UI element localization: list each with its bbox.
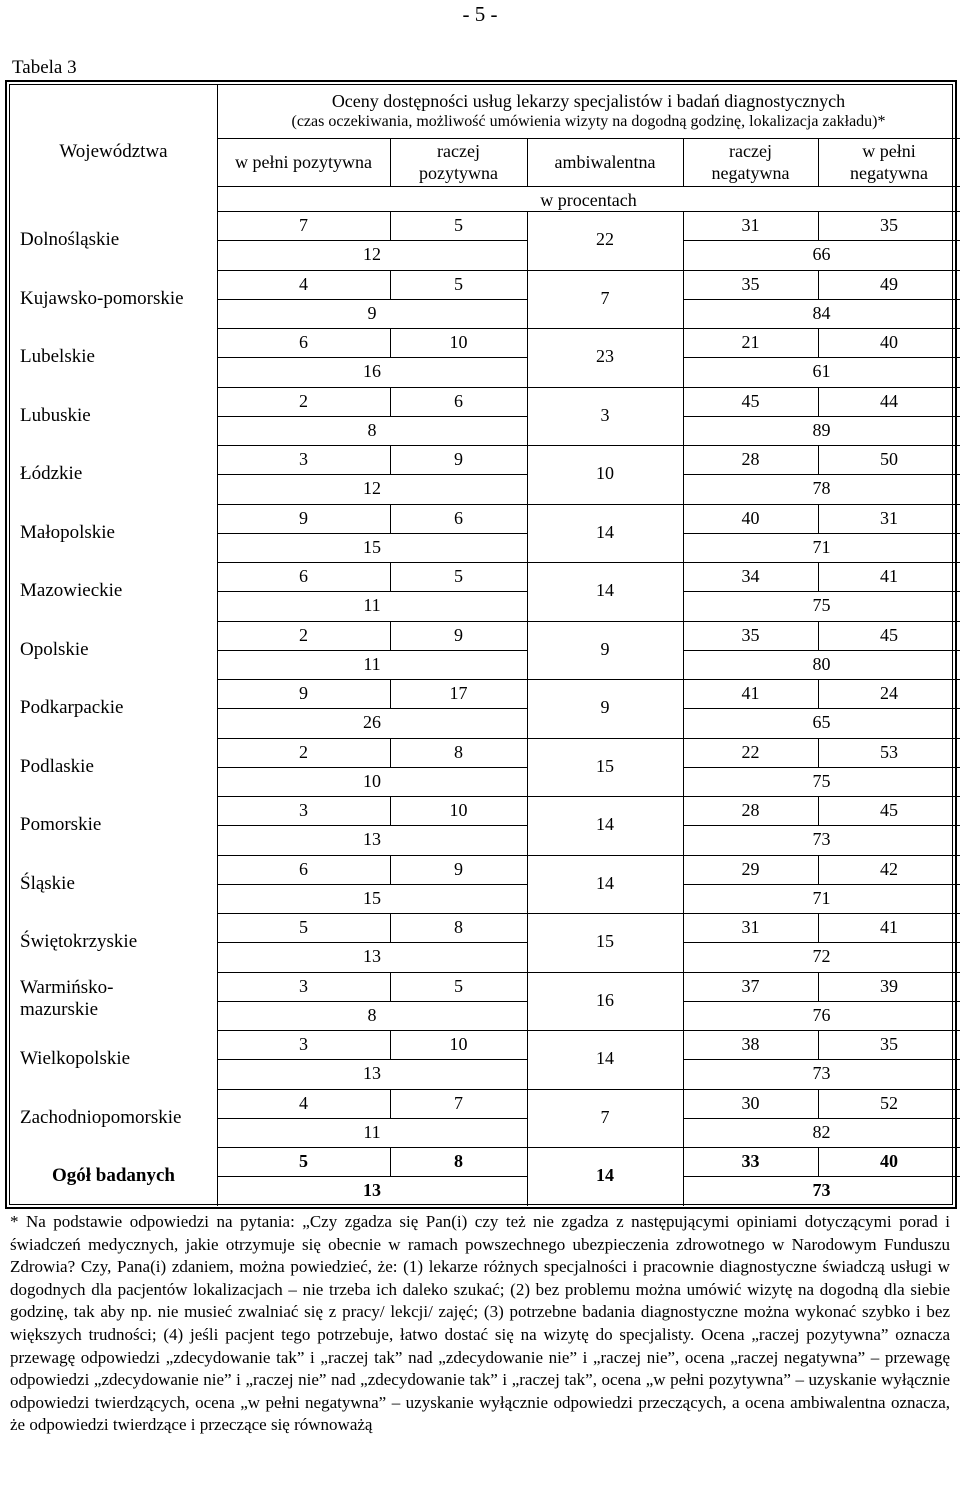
- cell-positive-sum: 26: [363, 712, 381, 733]
- cell-rather-negative: 37: [741, 975, 760, 996]
- cell-negative-sum: 72: [812, 946, 831, 967]
- cell-ambivalent: 10: [596, 463, 614, 484]
- cell-positive-sum: 11: [363, 653, 381, 674]
- neg-sum-separator: [683, 533, 960, 534]
- row-separator: [217, 855, 960, 856]
- neg-sum-separator: [683, 1118, 960, 1119]
- region-label: Lubuskie: [20, 404, 91, 426]
- cell-full-negative: 44: [880, 390, 898, 411]
- cell-rather-negative: 40: [741, 507, 760, 528]
- cell-rather-positive: 10: [449, 332, 468, 352]
- neg-sum-separator: [683, 942, 960, 943]
- pos-sum-separator: [217, 474, 527, 475]
- cell-negative-sum: 75: [812, 770, 831, 791]
- region-label: Mazowieckie: [20, 580, 123, 602]
- cell-full-positive: 4: [299, 273, 308, 294]
- neg-sum-separator: [683, 299, 960, 300]
- cell-negative-sum: 71: [812, 536, 831, 557]
- cell-full-positive: 3: [299, 975, 308, 996]
- row-separator: [217, 270, 960, 271]
- header-rather-positive-1: raczej: [437, 141, 480, 161]
- cell-positive-sum: 12: [363, 244, 381, 265]
- cell-full-negative: 24: [880, 683, 898, 703]
- cell-full-negative: 39: [880, 975, 898, 996]
- cell-negative-sum: 73: [812, 829, 831, 850]
- cell-full-negative: 41: [880, 917, 898, 937]
- cell-ambivalent: 14: [596, 1048, 614, 1069]
- cell-full-positive: 4: [299, 1092, 308, 1113]
- cell-rather-negative: 34: [741, 566, 760, 586]
- cell-ambivalent: 9: [600, 638, 610, 659]
- cell-rather-negative: 28: [741, 800, 760, 820]
- cell-negative-sum: 66: [812, 244, 831, 265]
- pos-sum-separator: [217, 650, 527, 651]
- cell-full-positive: 2: [299, 390, 308, 411]
- row-separator: [217, 913, 960, 914]
- cell-rather-positive: 6: [454, 390, 463, 411]
- cell-positive-sum: 13: [363, 1063, 381, 1084]
- cell-full-negative: 50: [880, 449, 898, 469]
- header-full-negative-2: negatywna: [850, 163, 928, 183]
- data-table: [5, 80, 957, 1209]
- cell-full-negative: 52: [880, 1092, 898, 1113]
- region-label: Warmińsko- mazurskie: [20, 976, 114, 1020]
- cell-rather-negative: 33: [741, 1151, 760, 1171]
- header-rather-negative-2: negatywna: [711, 163, 790, 183]
- header-full-positive: w pełni pozytywna: [235, 152, 372, 172]
- cell-full-positive: 3: [299, 800, 308, 820]
- cell-ambivalent: 14: [596, 580, 614, 601]
- pos-sum-separator: [217, 825, 527, 826]
- cell-rather-negative: 21: [741, 332, 760, 352]
- header-unit: w procentach: [540, 190, 637, 210]
- region-label: Opolskie: [20, 638, 89, 660]
- cell-full-negative: 45: [880, 800, 898, 820]
- table-inner: [9, 84, 953, 1205]
- region-label: Kujawsko-pomorskie: [20, 287, 184, 309]
- cell-rather-negative: 31: [741, 215, 760, 235]
- cell-ambivalent: 15: [596, 931, 614, 952]
- region-label: Łódzkie: [20, 463, 83, 485]
- cell-negative-sum: 78: [812, 478, 831, 499]
- cell-positive-sum: 10: [363, 770, 381, 791]
- cell-ambivalent: 14: [596, 1165, 614, 1186]
- pos-sum-separator: [217, 591, 527, 592]
- cell-rather-positive: 5: [454, 215, 463, 235]
- cell-full-positive: 2: [299, 624, 308, 645]
- cell-full-positive: 6: [299, 332, 308, 352]
- cell-positive-sum: 15: [363, 887, 381, 908]
- row-separator: [217, 328, 960, 329]
- region-label: Wielkopolskie: [20, 1048, 131, 1070]
- pos-sum-separator: [217, 533, 527, 534]
- cell-positive-sum: 15: [363, 536, 381, 557]
- cell-positive-sum: 8: [367, 1004, 377, 1025]
- cell-negative-sum: 65: [812, 712, 831, 733]
- region-label: Ogół badanych: [51, 1165, 175, 1187]
- neg-sum-separator: [683, 825, 960, 826]
- cell-full-negative: 40: [880, 332, 898, 352]
- cell-rather-negative: 41: [741, 683, 760, 703]
- cell-positive-sum: 11: [363, 595, 381, 616]
- table-label: Tabela 3: [12, 57, 77, 78]
- cell-positive-sum: 16: [363, 361, 381, 382]
- cell-ambivalent: 14: [596, 814, 614, 835]
- cell-negative-sum: 73: [812, 1180, 831, 1201]
- cell-ambivalent: 7: [600, 1106, 610, 1127]
- pos-sum-separator: [217, 357, 527, 358]
- cell-rather-negative: 45: [741, 390, 760, 411]
- cell-ambivalent: 14: [596, 872, 614, 893]
- cell-full-negative: 40: [880, 1151, 898, 1171]
- cell-full-negative: 41: [880, 566, 898, 586]
- cell-rather-positive: 9: [454, 858, 463, 879]
- cell-rather-positive: 8: [454, 1151, 463, 1171]
- cell-negative-sum: 61: [812, 361, 831, 382]
- region-label: Lubelskie: [20, 346, 95, 368]
- pos-sum-separator: [217, 299, 527, 300]
- row-separator: [217, 621, 960, 622]
- cell-full-negative: 49: [880, 273, 898, 294]
- row-separator: [217, 387, 960, 388]
- cell-positive-sum: 9: [367, 302, 377, 323]
- row-separator: [217, 972, 960, 973]
- neg-sum-separator: [683, 474, 960, 475]
- neg-sum-separator: [683, 767, 960, 768]
- cell-rather-negative: 35: [741, 273, 760, 294]
- cell-full-negative: 35: [880, 215, 898, 235]
- pos-sum-separator: [217, 1176, 527, 1177]
- neg-sum-separator: [683, 357, 960, 358]
- row-separator: [217, 796, 960, 797]
- cell-positive-sum: 8: [367, 419, 377, 440]
- neg-sum-separator: [683, 650, 960, 651]
- region-label: Śląskie: [20, 872, 75, 894]
- cell-rather-positive: 8: [454, 741, 463, 762]
- cell-ambivalent: 14: [596, 521, 614, 542]
- region-label: Dolnośląskie: [20, 229, 120, 251]
- header-rather-negative-1: raczej: [729, 141, 772, 161]
- row-separator: [217, 562, 960, 563]
- neg-sum-separator: [683, 1176, 960, 1177]
- cell-negative-sum: 75: [812, 595, 831, 616]
- row-separator: [217, 445, 960, 446]
- cell-rather-negative: 29: [741, 858, 760, 879]
- pos-sum-separator: [217, 1059, 527, 1060]
- cell-rather-negative: 22: [741, 741, 760, 762]
- cell-negative-sum: 73: [812, 1063, 831, 1084]
- pos-sum-separator: [217, 767, 527, 768]
- row-separator: [217, 1089, 960, 1090]
- row-separator: [217, 1147, 960, 1148]
- neg-sum-separator: [683, 708, 960, 709]
- cell-rather-positive: 5: [454, 273, 463, 294]
- cell-positive-sum: 13: [363, 946, 381, 967]
- neg-sum-separator: [683, 416, 960, 417]
- cell-full-positive: 9: [299, 683, 308, 703]
- region-label: Zachodniopomorskie: [20, 1106, 182, 1128]
- pos-sum-separator: [217, 884, 527, 885]
- cell-negative-sum: 89: [812, 419, 831, 440]
- cell-ambivalent: 3: [600, 404, 610, 425]
- cell-rather-positive: 7: [454, 1092, 463, 1113]
- cell-ambivalent: 16: [596, 989, 614, 1010]
- cell-rather-positive: 10: [449, 800, 468, 820]
- cell-full-negative: 42: [880, 858, 898, 879]
- cell-rather-negative: 28: [741, 449, 760, 469]
- cell-full-positive: 6: [299, 858, 308, 879]
- cell-full-negative: 31: [880, 507, 898, 528]
- row-separator: [217, 1030, 960, 1031]
- cell-rather-positive: 5: [454, 975, 463, 996]
- cell-rather-negative: 35: [741, 624, 760, 645]
- cell-negative-sum: 76: [812, 1004, 831, 1025]
- pos-sum-separator: [217, 240, 527, 241]
- cell-rather-positive: 10: [449, 1034, 468, 1054]
- cell-positive-sum: 12: [363, 478, 381, 499]
- header-rather-positive-2: pozytywna: [419, 163, 498, 183]
- cell-rather-positive: 17: [449, 683, 468, 703]
- pos-sum-separator: [217, 1118, 527, 1119]
- region-label: Podlaskie: [20, 755, 94, 777]
- cell-ambivalent: 15: [596, 755, 614, 776]
- neg-sum-separator: [683, 1059, 960, 1060]
- cell-rather-positive: 9: [454, 449, 463, 469]
- pos-sum-separator: [217, 416, 527, 417]
- region-label: Małopolskie: [20, 521, 115, 543]
- header-divider-2: [217, 186, 960, 187]
- header-title-line2: (czas oczekiwania, możliwość umówienia wizyty na dogodną godzinę, lokalizacja zakładu)*: [291, 113, 886, 130]
- cell-negative-sum: 71: [812, 887, 831, 908]
- cell-full-negative: 53: [880, 741, 898, 762]
- region-label: Świętokrzyskie: [20, 931, 138, 953]
- page-number: - 5 -: [462, 2, 498, 26]
- pos-sum-separator: [217, 1001, 527, 1002]
- row-separator: [217, 738, 960, 739]
- cell-rather-positive: 8: [454, 917, 463, 937]
- cell-full-positive: 5: [299, 1151, 308, 1171]
- cell-full-positive: 7: [299, 215, 308, 235]
- cell-rather-positive: 9: [454, 624, 463, 645]
- cell-ambivalent: 7: [600, 287, 610, 308]
- row-separator: [217, 679, 960, 680]
- cell-rather-negative: 31: [741, 917, 760, 937]
- cell-full-positive: 3: [299, 1034, 308, 1054]
- cell-negative-sum: 82: [812, 1121, 831, 1142]
- header-title-line1: Oceny dostępności usług lekarzy specjalistów i badań diagnostycznych: [331, 91, 846, 111]
- cell-rather-negative: 30: [741, 1092, 760, 1113]
- cell-positive-sum: 11: [363, 1121, 381, 1142]
- cell-positive-sum: 13: [363, 1180, 381, 1201]
- neg-sum-separator: [683, 884, 960, 885]
- cell-full-positive: 3: [299, 449, 308, 469]
- pos-sum-separator: [217, 708, 527, 709]
- cell-full-negative: 45: [880, 624, 898, 645]
- cell-rather-negative: 38: [741, 1034, 760, 1054]
- cell-positive-sum: 13: [363, 829, 381, 850]
- header-divider-1: [217, 138, 960, 139]
- header-divider-3: [217, 211, 960, 212]
- header-full-negative-1: w pełni: [862, 141, 916, 161]
- neg-sum-separator: [683, 240, 960, 241]
- header-region: Województwa: [59, 141, 168, 162]
- cell-full-positive: 6: [299, 566, 308, 586]
- cell-ambivalent: 22: [596, 229, 614, 250]
- cell-ambivalent: 9: [600, 697, 610, 718]
- cell-negative-sum: 84: [812, 302, 831, 323]
- cell-ambivalent: 23: [596, 346, 614, 367]
- footnote: * Na podstawie odpowiedzi na pytania: „Czy zgadza się Pan(i) czy też nie zgadza z następującymi opiniami dotyczącymi porad i świadczeń medycznych, jakie otrzymuje się obecnie w ramach powszechnego ubezpieczenia zdrowotnego w Narodowym Funduszu Zdrowia? Czy, Pana(i) zdaniem, można powiedzieć, że: (1) lekarze różnych specjalności i pracownie diagnostyczne świadczą usługi w dogodnych dla pacjentów lokalizacjach – nie trzeba ich daleko szukać; (2) bez problemu można umówić wizytę na dogodną dla siebie godzinę, tak aby np. nie musieć zwalniać się z pracy/ lekcji/ zajęć; (3) potrzebne badania diagnostyczne można wykonać szybko i bez większych trudności; (4) jeśli pacjent tego potrzebuje, łatwo dostać się na wizytę do specjalisty. Ocena „raczej pozytywna” oznacza przewagę odpowiedzi „zdecydowanie tak” i „raczej tak” nad „zdecydowanie nie” i „raczej nie”, ocena „raczej negatywna” – przewagę odpowiedzi „zdecydowanie nie” i „raczej nie” nad „zdecydowanie tak” i „raczej tak”, ocena „w pełni pozytywna” – uzyskanie wyłącznie odpowiedzi twierdzących, ocena „w pełni negatywna” – uzyskanie wyłącznie odpowiedzi przeczących, a ocena ambiwalentna oznacza, że odpowiedzi twierdzące i przeczące się równoważą: [10, 1212, 950, 1435]
- cell-full-positive: 9: [299, 507, 308, 528]
- cell-rather-positive: 6: [454, 507, 463, 528]
- region-label: Podkarpackie: [20, 697, 124, 719]
- region-label: Pomorskie: [20, 814, 102, 836]
- neg-sum-separator: [683, 591, 960, 592]
- pos-sum-separator: [217, 942, 527, 943]
- cell-full-negative: 35: [880, 1034, 898, 1054]
- cell-rather-positive: 5: [454, 566, 463, 586]
- cell-negative-sum: 80: [812, 653, 831, 674]
- cell-full-positive: 5: [299, 917, 308, 937]
- header-ambivalent: ambiwalentna: [554, 152, 656, 172]
- neg-sum-separator: [683, 1001, 960, 1002]
- row-separator: [217, 504, 960, 505]
- cell-full-positive: 2: [299, 741, 308, 762]
